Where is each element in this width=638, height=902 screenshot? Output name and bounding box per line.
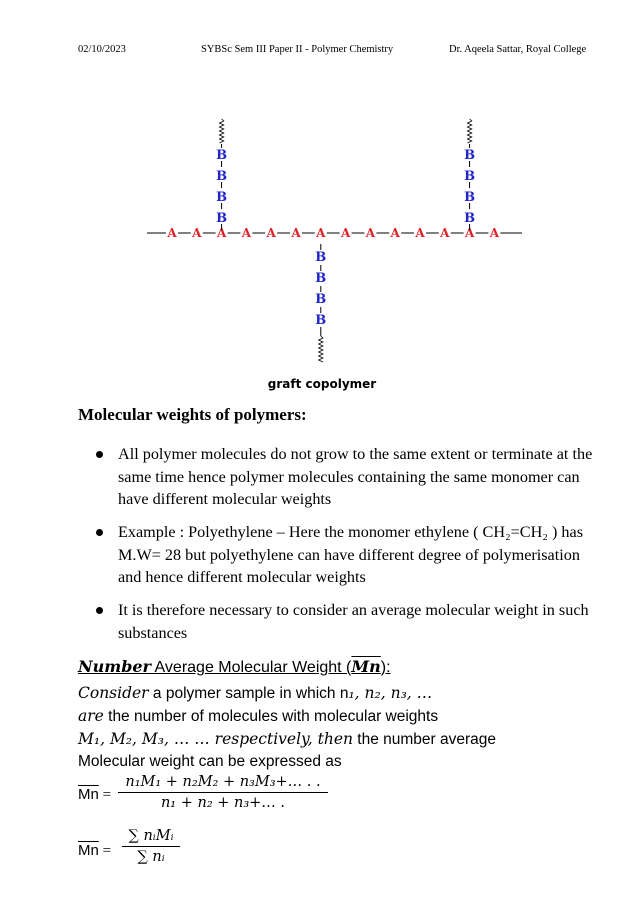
monomer-b: B xyxy=(464,211,476,226)
line2-a: are xyxy=(78,707,104,725)
section-heading: Molecular weights of polymers: xyxy=(78,405,307,424)
formula-1-symbol: $\overline{Mn}$ xyxy=(78,786,99,803)
formula-1-equals: = xyxy=(102,787,112,803)
formula-2-fraction xyxy=(122,828,180,865)
bullet-dot-icon xyxy=(96,529,103,536)
bullet-text: All polymer molecules do not grow to the same extent or terminate at the same time hence polymer molecules containing the same monomer can have different molecular weights xyxy=(118,445,593,508)
paragraph-line xyxy=(78,684,432,703)
line2-b: the number of molecules with molecular weights xyxy=(103,708,439,725)
paragraph-line xyxy=(78,707,438,726)
title-rest: Average Molecular Weight ( xyxy=(150,659,352,676)
bullet-item xyxy=(96,443,596,511)
formula-1-lhs xyxy=(78,786,111,804)
header-date: 02/10/2023 xyxy=(78,44,126,55)
bullet-dot-icon xyxy=(96,607,103,614)
monomer-b: B xyxy=(464,148,476,163)
chain-continuation xyxy=(319,336,323,362)
monomer-a: A xyxy=(216,226,227,240)
line1-b: a polymer sample in which n xyxy=(148,685,349,702)
monomer-a: A xyxy=(390,226,400,240)
line1-a: Consider xyxy=(78,684,149,702)
monomer-a: A xyxy=(316,226,326,240)
monomer-a: A xyxy=(340,226,351,240)
line3-a: M₁, M₂, M₃, … … respectively, then xyxy=(78,730,353,748)
title-word: Number xyxy=(78,657,151,676)
chain-continuation xyxy=(467,119,471,143)
paragraph-line xyxy=(78,730,496,749)
bullet-item xyxy=(96,521,596,589)
monomer-b: B xyxy=(464,190,476,205)
line1-c: ₁, n₂, n₃, … xyxy=(348,684,433,702)
formula-1-fraction xyxy=(118,774,328,811)
bullet-dot-icon xyxy=(96,451,103,458)
header-course: SYBSc Sem III Paper II - Polymer Chemistry xyxy=(201,44,394,55)
monomer-b: B xyxy=(315,292,327,307)
page-header xyxy=(0,44,638,58)
fraction-bar xyxy=(118,792,328,793)
formula-2-equals: = xyxy=(102,843,112,859)
line3-b: the number average xyxy=(352,731,497,748)
title-symbol: Mn xyxy=(351,657,381,676)
monomer-b: B xyxy=(216,169,228,184)
monomer-b: B xyxy=(216,190,228,205)
title-end: ): xyxy=(380,659,391,676)
formula-2-symbol: $\overline{Mn}$ xyxy=(78,842,99,859)
formula-1-numerator: n₁M₁ + n₂M₂ + n₃M₃+… . . xyxy=(125,774,321,790)
monomer-a: A xyxy=(167,226,177,240)
monomer-a: A xyxy=(365,226,376,240)
paragraph-line xyxy=(78,753,342,771)
monomer-a: A xyxy=(266,226,276,240)
formula-2-denominator: ∑ nᵢ xyxy=(137,849,165,865)
monomer-a: A xyxy=(192,226,202,240)
monomer-a: A xyxy=(415,226,425,240)
monomer-a: A xyxy=(489,226,500,240)
chain-continuation xyxy=(219,119,223,143)
formula-2-numerator: ∑ nᵢMᵢ xyxy=(128,828,174,844)
monomer-b: B xyxy=(315,313,327,328)
number-average-title xyxy=(78,657,391,677)
diagram-caption: graft copolymer xyxy=(267,377,377,391)
formula-1-denominator: n₁ + n₂ + n₃+… . xyxy=(160,795,286,811)
monomer-b: B xyxy=(315,271,327,286)
monomer-b: B xyxy=(216,211,228,226)
bullet-item xyxy=(96,599,596,644)
bullet-text: It is therefore necessary to consider an average molecular weight in such substances xyxy=(118,601,589,642)
bullet-text: Example : Polyethylene – Here the monomer ethylene ( CH₂=CH₂ ) has M.W= 28 but polyethylene can have different degree of polymerisation and hence different molecular weights xyxy=(118,523,584,586)
line4: Molecular weight can be expressed as xyxy=(78,753,342,770)
formula-2-lhs xyxy=(78,842,111,860)
fraction-bar xyxy=(122,846,180,847)
monomer-b: B xyxy=(315,250,327,265)
header-author: Dr. Aqeela Sattar, Royal College xyxy=(449,44,587,55)
monomer-b: B xyxy=(216,148,228,163)
monomer-b: B xyxy=(464,169,476,184)
graft-copolymer-diagram xyxy=(0,95,638,395)
monomer-a: A xyxy=(440,226,450,240)
monomer-a: A xyxy=(291,226,301,240)
monomer-a: A xyxy=(241,226,252,240)
monomer-a: A xyxy=(464,226,475,240)
graft-copolymer-structure xyxy=(147,119,522,362)
